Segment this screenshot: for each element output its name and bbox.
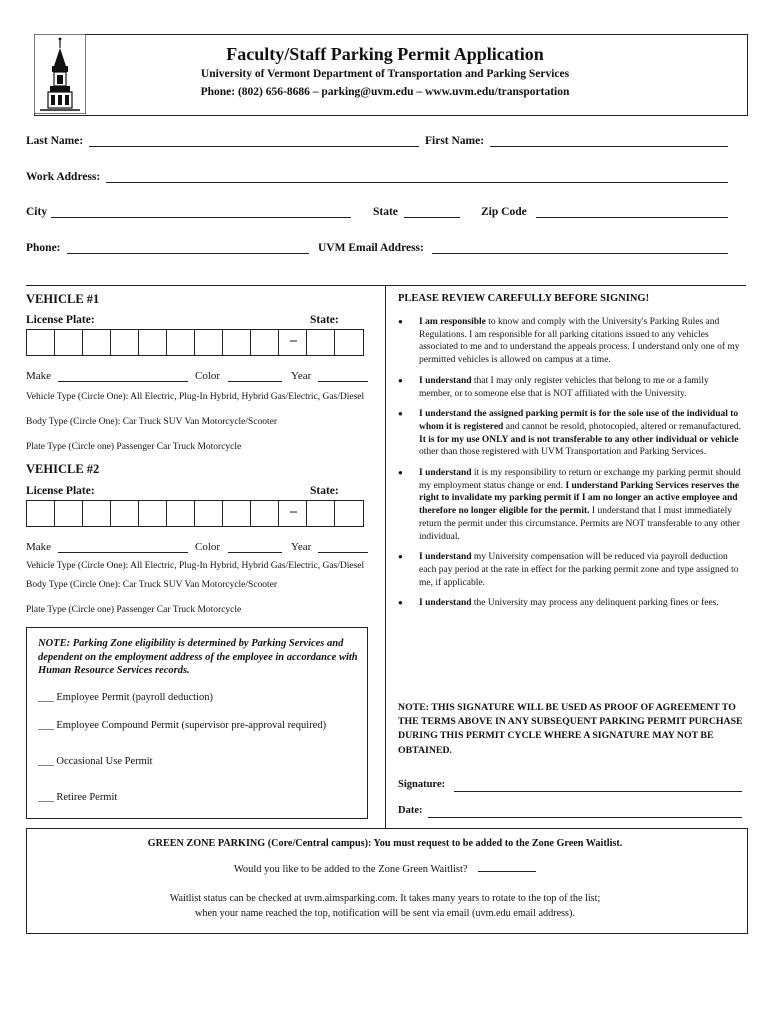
vehicle1-year-field[interactable] [318,381,368,382]
first-name-label: First Name: [425,135,485,147]
phone-label: Phone: [26,242,61,254]
vehicle2-title: VEHICLE #2 [26,462,100,476]
vehicle2-license-label: License Plate: [26,485,95,497]
agreement-item: ● I understand the assigned parking permit is for the sole use of the individual to whom it is registered and cannot be resold, photocopied, altered or remanufactured. It is for my use ONLY and is not transferable to any other individual or vehicle other than those registered with UVM Transportation and Parking Services. [396,408,744,459]
page-title: Faculty/Staff Parking Permit Application [226,44,544,64]
email-label: UVM Email Address: [318,242,424,254]
vehicle1-vehicle-type: Vehicle Type (Circle One): All Electric, Plug-In Hybrid, Hybrid Gas/Electric, Gas/Diesel [26,392,365,402]
vehicle2-vehicle-type: Vehicle Type (Circle One): All Electric, Plug-In Hybrid, Hybrid Gas/Electric, Gas/Diesel [26,561,365,571]
vehicle2-year-field[interactable] [318,552,368,553]
waitlist-info-2: when your name reached the top, notification will be sent via email (uvm.edu email address). [195,908,575,919]
waitlist-info-1: Waitlist status can be checked at uvm.aimsparking.com. It takes many years to rotate to the top of the list; [169,893,601,904]
section-divider [26,285,746,286]
vehicle2-color-label: Color [195,541,221,553]
green-zone-question: Would you like to be added to the Zone Green Waitlist? [0,864,770,875]
email-field[interactable] [432,253,728,254]
state-field[interactable] [404,217,460,218]
zip-label: Zip Code [481,206,527,218]
phone-field[interactable] [67,253,309,254]
agreement-item: ● I understand my University compensation will be reduced via payroll deduction each pay period at the rate in effect for the parking permit zone and type assigned to me, if applicable. [396,551,744,589]
vehicle2-year-label: Year [291,541,312,553]
agreement-item: ● I am responsible to know and comply with the University's Parking Rules and Regulations. I am responsible for all parking citations issued to any vehicles associated to me and to understand the appeals process. I understand only one of my permitted vehicles is allowed on campus at a time. [396,316,744,367]
review-title: PLEASE REVIEW CAREFULLY BEFORE SIGNING! [398,293,650,304]
vehicle1-plate-type: Plate Type (Circle one) Passenger Car Truck Motorcycle [26,442,242,452]
signature-label: Signature: [398,779,446,790]
vehicle1-plate-boxes[interactable] [26,329,364,356]
vehicle1-title: VEHICLE #1 [26,292,100,306]
vehicle1-make-label: Make [26,370,52,382]
vehicle1-color-field[interactable] [228,381,282,382]
option-retiree-permit[interactable]: ___ Retiree Permit [38,792,118,803]
vehicle2-plate-boxes[interactable] [26,500,364,527]
vehicle2-state-label: State: [310,485,339,497]
agreement-list [396,316,744,618]
contact-line: Phone: (802) 656-8686 – parking@uvm.edu – www.uvm.edu/transportation [200,86,570,98]
option-occasional-permit[interactable]: ___ Occasional Use Permit [38,756,153,767]
signature-note: NOTE: THIS SIGNATURE WILL BE USED AS PROOF OF AGREEMENT TO THE TERMS ABOVE IN ANY SUBSEQUENT PARKING PERMIT PURCHASE DURING THIS PERMIT CYCLE WHERE A SIGNATURE MAY NOT BE OBTAINED. [398,702,743,756]
option-compound-permit[interactable]: ___ Employee Compound Permit (supervisor pre-approval required) [38,720,327,731]
state-label: State [373,206,398,218]
vehicle2-body-type: Body Type (Circle One): Car Truck SUV Van Motorcycle/Scooter [26,580,278,590]
last-name-field[interactable] [89,146,419,147]
vehicle1-license-label: License Plate: [26,314,95,326]
agreement-item: ● I understand that I may only register vehicles that belong to me or a family member, or to someone else that is NOT affiliated with the University. [396,375,744,400]
vehicle1-make-field[interactable] [58,381,188,382]
agreement-item: ● I understand the University may process any delinquent parking fines or fees. [396,597,744,610]
green-zone-heading: GREEN ZONE PARKING (Core/Central campus): You must request to be added to the Zone Green Waitlist. [147,838,623,849]
vehicle1-color-label: Color [195,370,221,382]
vehicle2-make-label: Make [26,541,52,553]
zone-eligibility-note: NOTE: Parking Zone eligibility is determined by Parking Services and dependent on the employment address of the employee in accordance with Human Resource Services records. [38,638,358,676]
option-employee-permit[interactable]: ___ Employee Permit (payroll deduction) [38,692,213,703]
date-field[interactable] [428,817,742,818]
vehicle1-year-label: Year [291,370,312,382]
work-address-label: Work Address: [26,171,101,183]
vehicle1-state-label: State: [310,314,339,326]
city-label: City [26,206,48,218]
vehicle2-make-field[interactable] [58,552,188,553]
department-name: University of Vermont Department of Transportation and Parking Services [200,68,570,80]
first-name-field[interactable] [490,146,728,147]
last-name-label: Last Name: [26,135,84,147]
vehicle1-plate-dash: – [290,333,297,348]
agreement-item: ● I understand it is my responsibility to return or exchange my parking permit should my employment status change or end. I understand Parking Services reserves the right to invalidate my parking permit if I am no longer an active employee and therefore no longer eligible for the permit. I understand that I must immediately return the permit under this circumstance. Permits are NOT transferable to any other individual. [396,467,744,543]
vehicle2-plate-type: Plate Type (Circle one) Passenger Car Truck Motorcycle [26,605,242,615]
vehicle2-color-field[interactable] [228,552,282,553]
column-divider [385,285,386,828]
work-address-field[interactable] [106,182,728,183]
vehicle2-plate-dash: – [290,504,297,519]
vehicle1-body-type: Body Type (Circle One): Car Truck SUV Van Motorcycle/Scooter [26,417,278,427]
waitlist-answer-field[interactable] [478,871,536,872]
date-label: Date: [398,805,423,816]
city-field[interactable] [51,217,351,218]
signature-field[interactable] [454,791,742,792]
zip-field[interactable] [536,217,728,218]
